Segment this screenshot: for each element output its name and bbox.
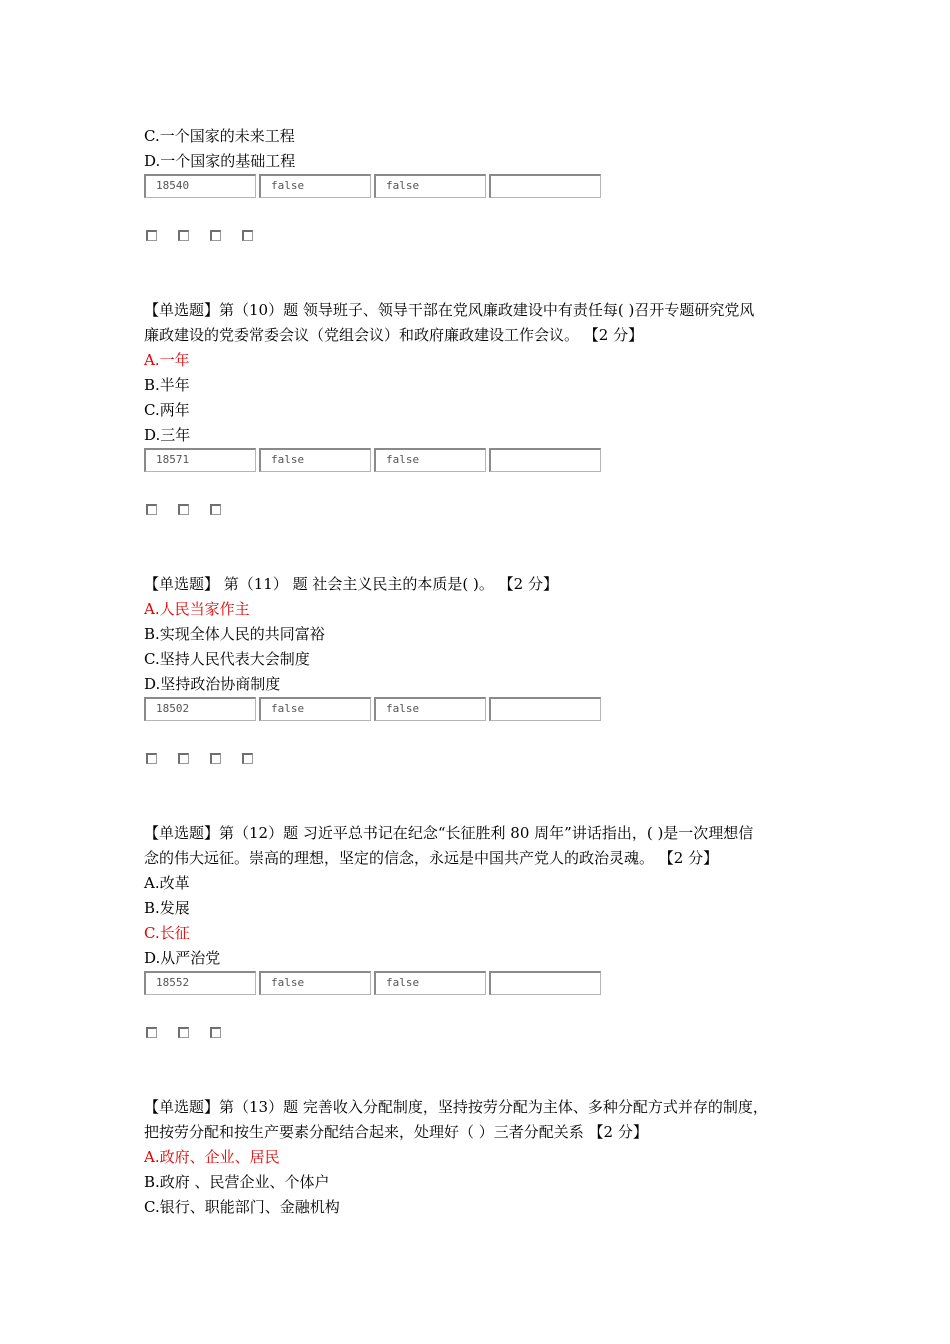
q9-option-d: D.一个国家的基础工程 (144, 152, 296, 170)
checkbox[interactable] (146, 753, 157, 764)
q9-flag-field-1[interactable]: false (259, 174, 371, 198)
q10-id-field[interactable]: 18571 (144, 448, 256, 472)
q9-flag-field-2[interactable]: false (374, 174, 486, 198)
checkbox[interactable] (210, 230, 221, 241)
q11-option-c: C.坚持人民代表大会制度 (144, 650, 310, 668)
q13-option-a-correct: A.政府、企业、居民 (144, 1148, 280, 1166)
q11-option-d: D.坚持政治协商制度 (144, 675, 281, 693)
q12-id-field[interactable]: 18552 (144, 971, 256, 995)
q12-stem-line-2: 念的伟大远征。崇高的理想，坚定的信念，永远是中国共产党人的政治灵魂。 【2 分】 (144, 849, 719, 867)
checkbox[interactable] (178, 1027, 189, 1038)
q10-empty-field[interactable] (489, 448, 601, 472)
q9-option-c: C.一个国家的未来工程 (144, 127, 295, 145)
checkbox[interactable] (242, 753, 253, 764)
checkbox[interactable] (178, 504, 189, 515)
q12-flag-field-2[interactable]: false (374, 971, 486, 995)
q11-flag-field-2[interactable]: false (374, 697, 486, 721)
q10-option-a-correct: A.一年 (144, 351, 190, 369)
q11-empty-field[interactable] (489, 697, 601, 721)
checkbox[interactable] (146, 1027, 157, 1038)
q12-option-d: D.从严治党 (144, 949, 221, 967)
q10-flag-field-1[interactable]: false (259, 448, 371, 472)
q13-option-b: B.政府 、民营企业、个体户 (144, 1173, 330, 1191)
q11-id-field[interactable]: 18502 (144, 697, 256, 721)
q13-option-c: C.银行、职能部门、金融机构 (144, 1198, 340, 1216)
checkbox[interactable] (178, 230, 189, 241)
q12-flag-field-1[interactable]: false (259, 971, 371, 995)
q11-flag-field-1[interactable]: false (259, 697, 371, 721)
checkbox[interactable] (242, 230, 253, 241)
checkbox[interactable] (210, 1027, 221, 1038)
checkbox[interactable] (146, 504, 157, 515)
q10-option-d: D.三年 (144, 426, 191, 444)
q12-option-c-correct: C.长征 (144, 924, 190, 942)
q9-empty-field[interactable] (489, 174, 601, 198)
q13-stem-line-2: 把按劳分配和按生产要素分配结合起来，处理好（ ）三者分配关系 【2 分】 (144, 1123, 648, 1141)
q10-stem-line-1: 【单选题】第（10）题 领导班子、领导干部在党风廉政建设中有责任每( )召开专题研究党风 (144, 301, 755, 319)
checkbox[interactable] (210, 753, 221, 764)
q9-id-field[interactable]: 18540 (144, 174, 256, 198)
q11-stem-line-1: 【单选题】 第（11） 题 社会主义民主的本质是( )。 【2 分】 (144, 575, 558, 593)
q12-option-b: B.发展 (144, 899, 190, 917)
q12-empty-field[interactable] (489, 971, 601, 995)
q11-option-a-correct: A.人民当家作主 (144, 600, 250, 618)
q11-option-b: B.实现全体人民的共同富裕 (144, 625, 325, 643)
q12-option-a: A.改革 (144, 874, 190, 892)
q10-flag-field-2[interactable]: false (374, 448, 486, 472)
q13-stem-line-1: 【单选题】第（13）题 完善收入分配制度，坚持按劳分配为主体、多种分配方式并存的制度， (144, 1098, 768, 1116)
checkbox[interactable] (210, 504, 221, 515)
q10-option-c: C.两年 (144, 401, 190, 419)
q10-option-b: B.半年 (144, 376, 190, 394)
checkbox[interactable] (146, 230, 157, 241)
q12-stem-line-1: 【单选题】第（12）题 习近平总书记在纪念“长征胜利 80 周年”讲话指出，( )是一次理想信 (144, 824, 754, 842)
checkbox[interactable] (178, 753, 189, 764)
q10-stem-line-2: 廉政建设的党委常委会议（党组会议）和政府廉政建设工作会议。 【2 分】 (144, 326, 644, 344)
